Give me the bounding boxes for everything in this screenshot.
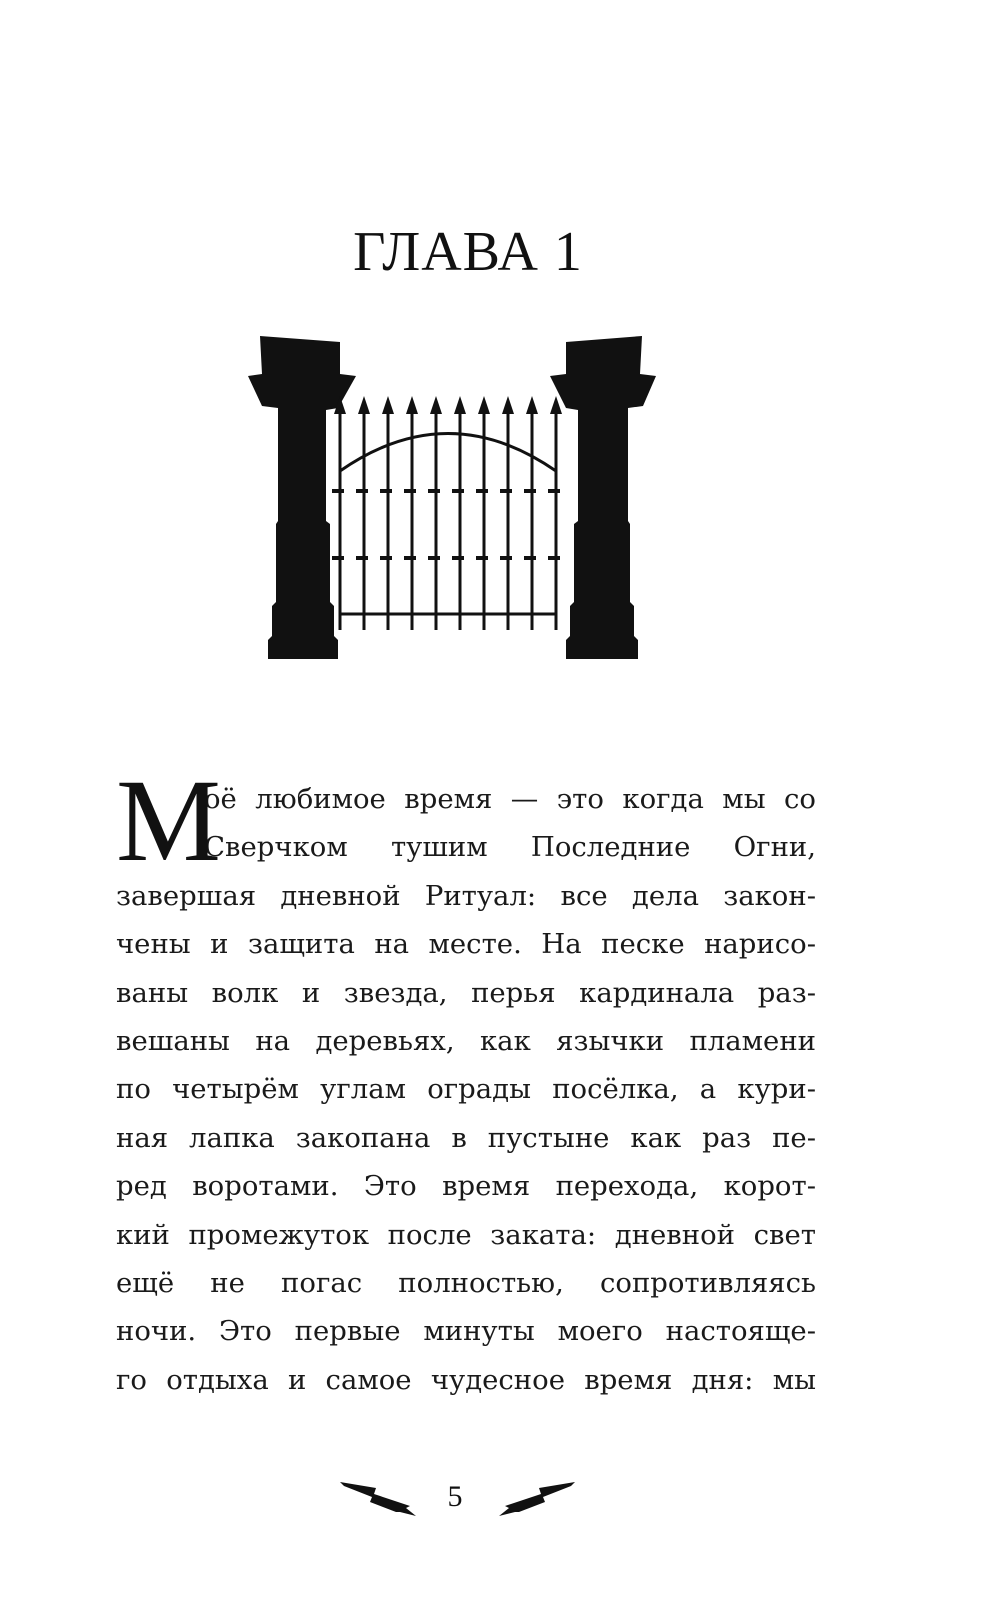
text-line: го отдыха и самое чудесное время дня: мы: [116, 1363, 816, 1396]
text-line: вешаны на деревьях, как язычки пламени: [116, 1024, 816, 1057]
text-line: кий промежуток после заката: дневной свет: [116, 1218, 816, 1251]
lightning-bolt-left-icon: [340, 1480, 420, 1520]
gate-icon: [248, 336, 678, 686]
page-footer: [0, 1470, 936, 1520]
text-line: ная лапка закопана в пустыне как раз пе-: [116, 1121, 816, 1154]
text-line: ночи. Это первые минуты моего настояще-: [116, 1315, 816, 1348]
text-line: Сверчком тушим Последние Огни,: [204, 831, 816, 864]
text-line: по четырём углам ограды посёлка, а кури-: [116, 1073, 816, 1106]
first-paragraph: [116, 755, 816, 886]
text-line: ваны волк и звезда, перья кардинала раз-: [116, 976, 816, 1009]
drop-cap: М: [116, 755, 221, 886]
chapter-body-text: [116, 755, 816, 1404]
text-line: оё любимое время — это когда мы со: [204, 783, 816, 815]
text-line: ещё не погас полностью, сопротивляясь: [116, 1266, 816, 1299]
text-line: завершая дневной Ритуал: все дела закон-: [116, 879, 816, 912]
text-line: чены и защита на месте. На песке нарисо-: [116, 928, 816, 961]
chapter-title: ГЛАВА 1: [353, 221, 583, 283]
page-number: 5: [447, 1480, 463, 1513]
text-line: ред воротами. Это время перехода, корот-: [116, 1170, 816, 1203]
lightning-bolt-right-icon: [495, 1480, 575, 1520]
